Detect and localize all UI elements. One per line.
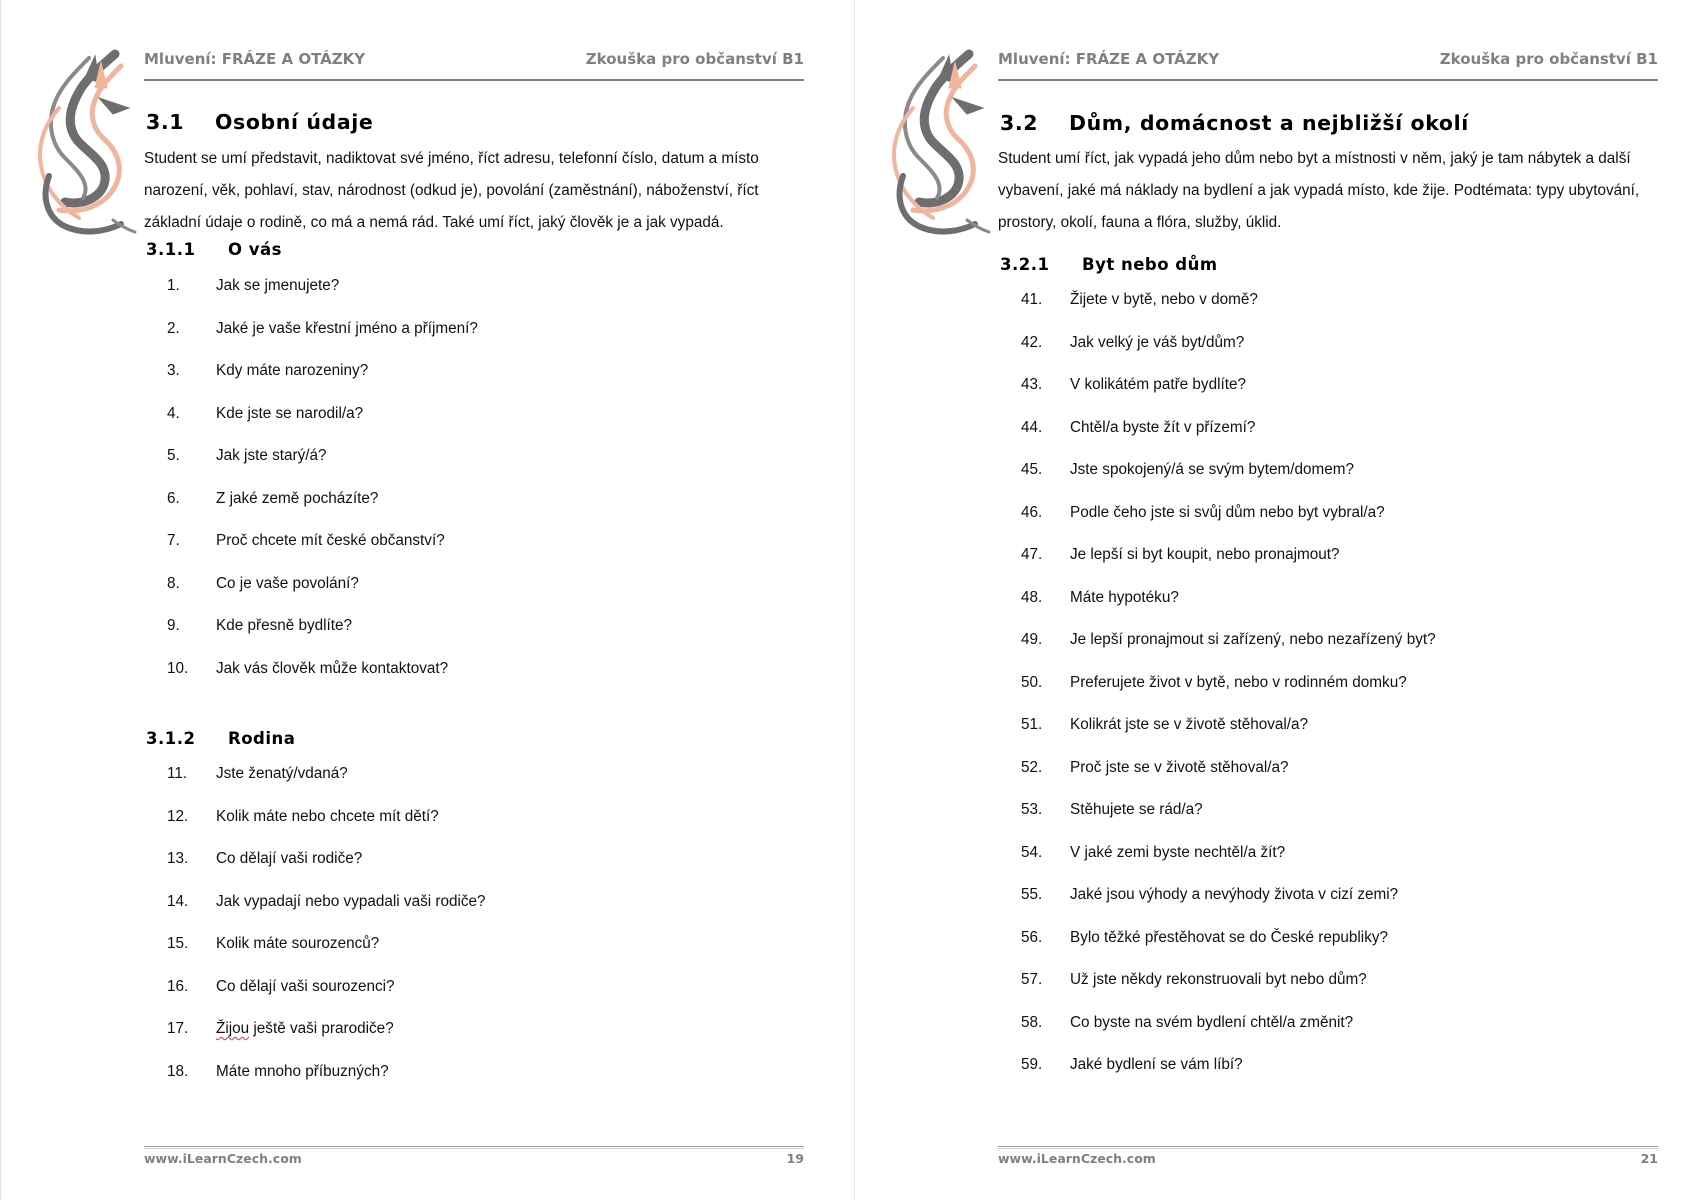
question-text: Jak vypadají nebo vypadali vaši rodiče? xyxy=(216,892,486,910)
question-number: 12. xyxy=(167,807,189,825)
question-number: 54. xyxy=(1021,843,1043,861)
question-number: 16. xyxy=(167,977,189,995)
fox-logo-icon xyxy=(883,48,993,238)
list-item xyxy=(1,1020,821,1063)
question-number: 8. xyxy=(167,574,180,592)
list-item xyxy=(1,362,821,405)
question-text: Stěhujete se rád/a? xyxy=(1070,801,1203,818)
page-21 xyxy=(854,0,1707,1200)
question-text: Podle čeho jste si svůj dům nebo byt vybral/a? xyxy=(1070,503,1385,521)
page-footer xyxy=(144,1151,804,1169)
question-text: Jste spokojený/á se svým bytem/domem? xyxy=(1070,461,1354,478)
question-number: 45. xyxy=(1021,461,1043,478)
subsection-title: Rodina xyxy=(228,729,296,748)
question-text: Kde jste se narodil/a? xyxy=(216,404,364,422)
list-item xyxy=(855,376,1675,419)
header-book-title: Zkouška pro občanství B1 xyxy=(1439,50,1658,68)
question-text-rest: ještě vaši prarodiče? xyxy=(249,1020,394,1037)
question-text: Jaké jsou výhody a nevýhody života v cizí zemi? xyxy=(1070,886,1399,903)
question-text: Bylo těžké přestěhovat se do České republiky? xyxy=(1070,928,1389,946)
list-item xyxy=(1,447,821,490)
question-text: V jaké zemi byste nechtěl/a žít? xyxy=(1070,843,1286,861)
list-item xyxy=(855,886,1675,929)
question-text: Máte hypotéku? xyxy=(1070,588,1179,606)
question-number: 17. xyxy=(167,1020,189,1037)
footer-website: www.iLearnCzech.com xyxy=(998,1151,1156,1166)
question-text: Jak se jmenujete? xyxy=(216,277,340,294)
question-text: Jak vás člověk může kontaktovat? xyxy=(216,659,449,677)
list-item xyxy=(855,929,1675,972)
section-intro: Student umí říct, jak vypadá jeho dům nebo byt a místnosti v něm, jaký je tam nábytek a další vybavení, jaké má náklady na bydlení a jak vypadá místo, kde žije. Podtémata: typy ubytování, prostory, okolí, fauna a flóra, služby, úklid. xyxy=(998,150,1640,231)
page-header xyxy=(144,50,804,70)
header-book-title: Zkouška pro občanství B1 xyxy=(585,50,804,68)
subsection-heading xyxy=(146,729,295,748)
question-text: Co byste na svém bydlení chtěl/a změnit? xyxy=(1070,1013,1354,1031)
list-item xyxy=(855,801,1675,844)
question-text: Jaké je vaše křestní jméno a příjmení? xyxy=(216,319,478,337)
question-text: Kdy máte narozeniny? xyxy=(216,362,369,379)
question-number: 43. xyxy=(1021,376,1043,393)
list-item xyxy=(1,575,821,618)
question-text: Proč jste se v životě stěhoval/a? xyxy=(1070,758,1289,776)
question-number: 11. xyxy=(167,765,188,782)
subsection-number: 3.2.1 xyxy=(1000,255,1050,274)
list-item xyxy=(855,844,1675,887)
list-item xyxy=(855,504,1675,547)
question-number: 6. xyxy=(167,489,180,507)
list-item xyxy=(855,546,1675,589)
question-text: Jak jste starý/á? xyxy=(216,447,327,464)
question-text: Z jaké země pocházíte? xyxy=(216,489,379,507)
list-item xyxy=(855,971,1675,1014)
question-number: 58. xyxy=(1021,1013,1043,1031)
list-item xyxy=(855,716,1675,759)
header-chapter: Mluvení: FRÁZE A OTÁZKY xyxy=(998,50,1220,68)
question-number: 1. xyxy=(167,277,180,294)
list-item xyxy=(855,674,1675,717)
question-number: 42. xyxy=(1021,333,1043,351)
list-item xyxy=(855,589,1675,632)
question-number: 52. xyxy=(1021,758,1043,776)
list-item xyxy=(855,291,1675,334)
question-text: Kde přesně bydlíte? xyxy=(216,617,353,634)
question-number: 9. xyxy=(167,617,180,634)
question-text: Co dělají vaši rodiče? xyxy=(216,850,363,867)
list-item xyxy=(1,532,821,575)
question-number: 56. xyxy=(1021,928,1043,946)
question-text: V kolikátém patře bydlíte? xyxy=(1070,376,1247,393)
subsection-title: Byt nebo dům xyxy=(1082,255,1218,274)
question-number: 46. xyxy=(1021,503,1043,521)
list-item xyxy=(855,1014,1675,1057)
section-heading xyxy=(146,110,373,134)
list-item xyxy=(855,461,1675,504)
subsection-heading xyxy=(1000,255,1218,274)
subsection-title: O vás xyxy=(228,240,282,259)
subsection-heading xyxy=(146,240,282,259)
list-item xyxy=(855,334,1675,377)
page-footer xyxy=(998,1151,1658,1169)
header-rule xyxy=(998,79,1658,81)
footer-website: www.iLearnCzech.com xyxy=(144,1151,302,1166)
question-number: 49. xyxy=(1021,631,1043,648)
question-number: 47. xyxy=(1021,546,1043,563)
question-text: Jste ženatý/vdaná? xyxy=(216,765,348,782)
page-header xyxy=(998,50,1658,70)
question-number: 4. xyxy=(167,404,180,422)
question-list xyxy=(1,765,821,1105)
question-number: 10. xyxy=(167,659,189,677)
list-item xyxy=(1,1063,821,1106)
list-item xyxy=(1,808,821,851)
question-number: 2. xyxy=(167,319,180,337)
question-text: Chtěl/a byste žít v přízemí? xyxy=(1070,418,1256,436)
page-number: 21 xyxy=(1640,1151,1658,1166)
subsection-number: 3.1.2 xyxy=(146,729,196,748)
question-list xyxy=(855,291,1675,1099)
question-text: Co je vaše povolání? xyxy=(216,574,359,592)
list-item xyxy=(1,935,821,978)
list-item xyxy=(1,893,821,936)
question-number: 14. xyxy=(167,892,189,910)
question-text: Máte mnoho příbuzných? xyxy=(216,1062,389,1080)
question-text: Je lepší pronajmout si zařízený, nebo nezařízený byt? xyxy=(1070,631,1436,648)
question-text: Preferujete život v bytě, nebo v rodinném domku? xyxy=(1070,673,1407,691)
question-number: 18. xyxy=(167,1062,189,1080)
footer-rule xyxy=(998,1146,1658,1147)
question-text: Žijete v bytě, nebo v domě? xyxy=(1070,291,1258,308)
question-text: Jak velký je váš byt/dům? xyxy=(1070,333,1245,351)
list-item xyxy=(1,850,821,893)
section-title: Osobní údaje xyxy=(215,110,374,134)
section-intro: Student se umí představit, nadiktovat své jméno, říct adresu, telefonní číslo, datum a místo narození, věk, pohlaví, stav, národnost (odkud je), povolání (zaměstnání), náboženství, říct základní údaje o rodině, co má a nemá rád. Také umí říct, jaký člověk je a jak vypadá. xyxy=(144,150,759,231)
question-text: Jaké bydlení se vám líbí? xyxy=(1070,1056,1243,1073)
question-text: Kolik máte sourozenců? xyxy=(216,935,380,952)
question-text: Proč chcete mít české občanství? xyxy=(216,532,445,549)
question-list xyxy=(1,277,821,702)
header-chapter: Mluvení: FRÁZE A OTÁZKY xyxy=(144,50,366,68)
list-item xyxy=(855,419,1675,462)
list-item xyxy=(1,765,821,808)
list-item xyxy=(1,660,821,703)
list-item xyxy=(855,1056,1675,1099)
question-number: 59. xyxy=(1021,1056,1043,1073)
question-text xyxy=(216,1020,394,1038)
question-text: Kolik máte nebo chcete mít dětí? xyxy=(216,807,439,825)
page-number: 19 xyxy=(786,1151,804,1166)
list-item xyxy=(855,759,1675,802)
question-number: 55. xyxy=(1021,886,1043,903)
question-text: Je lepší si byt koupit, nebo pronajmout? xyxy=(1070,546,1340,563)
fox-logo-icon xyxy=(29,48,139,238)
question-number: 53. xyxy=(1021,801,1043,818)
question-text: Co dělají vaši sourozenci? xyxy=(216,977,395,995)
question-number: 3. xyxy=(167,362,180,379)
list-item xyxy=(1,277,821,320)
list-item xyxy=(855,631,1675,674)
section-number: 3.1 xyxy=(146,110,185,134)
question-number: 51. xyxy=(1021,716,1043,733)
question-number: 7. xyxy=(167,532,180,549)
question-number: 50. xyxy=(1021,673,1043,691)
question-number: 41. xyxy=(1021,291,1043,308)
question-number: 44. xyxy=(1021,418,1043,436)
question-number: 48. xyxy=(1021,588,1043,606)
question-text: Kolikrát jste se v životě stěhoval/a? xyxy=(1070,716,1309,733)
list-item xyxy=(1,490,821,533)
question-number: 15. xyxy=(167,935,189,952)
header-rule xyxy=(144,79,804,81)
footer-rule xyxy=(144,1146,804,1147)
list-item xyxy=(1,320,821,363)
section-heading xyxy=(1000,111,1469,135)
question-text: Už jste někdy rekonstruovali byt nebo dům? xyxy=(1070,971,1367,988)
list-item xyxy=(1,617,821,660)
question-number: 57. xyxy=(1021,971,1043,988)
question-number: 5. xyxy=(167,447,180,464)
section-number: 3.2 xyxy=(1000,111,1039,135)
list-item xyxy=(1,978,821,1021)
section-title: Dům, domácnost a nejbližší okolí xyxy=(1069,111,1469,135)
subsection-number: 3.1.1 xyxy=(146,240,196,259)
spellcheck-word: Žijou xyxy=(216,1020,250,1037)
question-number: 13. xyxy=(167,850,189,867)
list-item xyxy=(1,405,821,448)
